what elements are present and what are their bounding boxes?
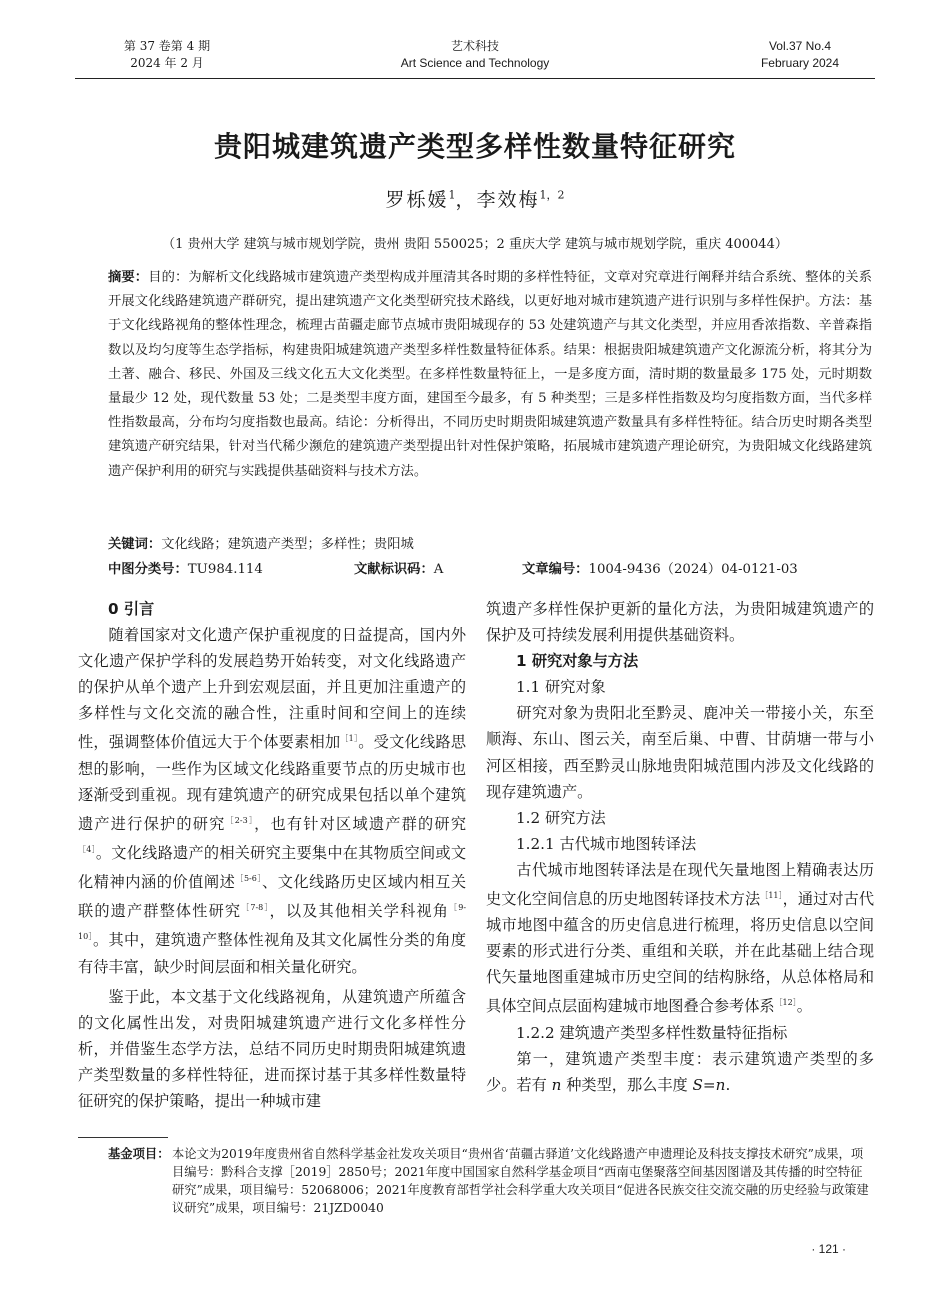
text-run: 古代城市地图转译法是在现代矢量地图上精确表达历史文化空间信息的历史地图转译技术方法 — [486, 860, 874, 909]
citation[interactable]: ［11］ — [760, 891, 783, 901]
text-run: 种类型，那么丰度 — [561, 1075, 693, 1094]
author-2-affil: 1，2 — [539, 188, 565, 202]
text-run: 、文化线路历史区域内相互关联的遗产群整体性研究 — [78, 873, 467, 921]
header-journal-en: Art Science and Technology — [400, 56, 550, 70]
funding-footnote — [108, 1145, 872, 1217]
subsection-heading-1-2-1: 1.2.1 古代城市地图转译法 — [516, 834, 697, 853]
citation[interactable]: ［5-6］ — [235, 874, 262, 884]
header-journal-cn: 艺术科技 — [450, 39, 499, 53]
paper-title: 贵阳城建筑遗产类型多样性数量特征研究 — [213, 130, 736, 163]
keywords — [108, 533, 414, 552]
text-run: ，以及其他相关学科视角 — [269, 902, 450, 921]
citation[interactable]: ［7-8］ — [241, 903, 270, 913]
article-number — [522, 558, 798, 577]
header-date-en: February 2024 — [760, 56, 840, 70]
text-run: . — [725, 1075, 731, 1094]
text-run: 第一，建筑遗产类型丰度：表示建筑遗产类型的多少。若有 — [486, 1049, 874, 1094]
header-volume — [112, 38, 222, 72]
citation[interactable]: ［2-3］ — [225, 815, 255, 825]
text-run: 。受文化线路思想的影响，一些作为区域文化线路重要节点的历史城市也逐渐受到重视。现有建筑遗产的研究成果包括以单个建筑遗产进行保护的研究 — [78, 733, 467, 833]
author-1-affil: 1 — [448, 188, 456, 202]
text-run: ，也有针对区域遗产群的研究 — [254, 814, 467, 833]
abstract-text: 目的：为解析文化线路城市建筑遗产类型构成并厘清其各时期的多样性特征，文章对究章进行阐释并结合系统、整体的关系开展文化线路建筑遗产群研究，提出建筑遗产文化类型研究技术路线，以更好地对城市建筑遗产进行识别与多样性保护。方法：基于文化线路视角的整体性理念，梳理古苗疆走廊节点城市贵阳城现存的 53 处建筑遗产与其文化类型，并应用香浓指数、辛普森指数以及均匀度等生态学指标，构建贵阳城建筑遗产类型多样性数量特征体系。结果：根据贵阳城建筑遗产文化源流分析，将其分为土著、融合、移民、外国及三线文化五大文化类型。在多样性数量特征上，一是多度方面，清时期的数量最多 175 处，元时期数量最少 12 处，现代数量 53 处；二是类型丰度方面，建国至今最多，有 5 种类型；三是多样性指数及均匀度指数方面，当代多样性指数最高，分布均匀度指数也最高。结论：分析得出，不同历史时期贵阳城建筑遗产数量具有多样性特征。结合历史时期各类型建筑遗产研究结果，针对当代稀少濒危的建筑遗产类型提出针对性保护策略，拓展城市建筑遗产理论研究，为贵阳城文化线路建筑遗产保护利用的研究与实践提供基础资料与技术方法。 — [108, 270, 873, 479]
citation[interactable]: ［1］ — [340, 734, 359, 744]
header-volume-cn: 第 37 卷第 4 期 — [123, 39, 211, 53]
subsection-heading-1-2-2: 1.2.2 建筑遗产类型多样性数量特征指标 — [516, 1023, 788, 1042]
subsection-heading-1-2: 1.2 研究方法 — [516, 808, 606, 827]
article-meta — [108, 558, 872, 577]
body-column-left — [78, 596, 466, 1114]
citation[interactable]: ［9-10］ — [78, 903, 467, 942]
section-heading-intro: 0 引言 — [108, 600, 155, 618]
abstract — [108, 266, 872, 484]
text-run: 随着国家对文化遗产保护重视度的日益提高，国内外文化遗产保护学科的发展趋势开始转变，对文化线路遗产的保护从单个遗产上升到宏观层面，并且更加注重遗产的多样性与文化交流的融合性，注重时间和空间上的连续性，强调整体价值远大于个体要素相加 — [78, 626, 466, 752]
paragraph-1-1: 研究对象为贵阳北至黔灵、鹿冲关一带接小关，东至顺海、东山、图云关，南至后巢、中曹、甘荫塘一带与小河区相接，西至黔灵山脉地贵阳城范围内涉及文化线路的现存建筑遗产。 — [486, 704, 874, 801]
doc-label: 文献标识码： — [354, 562, 434, 577]
paragraph-1-2-2 — [486, 1046, 874, 1098]
body-column-right — [486, 596, 874, 1098]
keywords-text: 文化线路；建筑遗产类型；多样性；贵阳城 — [161, 537, 414, 552]
author-1: 罗栎媛 — [385, 189, 449, 211]
paragraph-intro-cont: 筑遗产多样性保护更新的量化方法，为贵阳城建筑遗产的保护及可持续发展利用提供基础资料。 — [486, 600, 874, 645]
doc-code — [354, 558, 522, 577]
math-s: S=n — [692, 1075, 726, 1094]
text-run: 。文化线路遗产的相关研究主要集中在其物质空间或文化精神内涵的价值阐述 — [78, 844, 467, 892]
affiliation: （1 贵州大学 建筑与城市规划学院，贵州 贵阳 550025；2 重庆大学 建筑与城市规划学院，重庆 400044） — [162, 237, 788, 252]
footnote-label: 基金项目： — [108, 1147, 170, 1161]
doc-value: A — [433, 562, 444, 577]
paragraph-intro-1 — [78, 622, 466, 980]
author-2: 李效梅 — [476, 189, 540, 211]
header-rule — [75, 78, 875, 79]
page-number: · 121 · — [811, 1242, 846, 1256]
text-run: 。 — [796, 997, 812, 1016]
paragraph-1-2-1 — [486, 857, 874, 1020]
abstract-label: 摘要： — [108, 270, 149, 285]
clc-number — [108, 558, 354, 577]
header-issue — [745, 38, 855, 72]
author-separator: ， — [455, 189, 477, 211]
paragraph-intro-2: 鉴于此，本文基于文化线路视角，从建筑遗产所蕴含的文化属性出发，对贵阳城建筑遗产进行文化多样性分析，并借鉴生态学方法，总结不同历史时期贵阳城建筑遗产类型数量的多样性特征，进而探讨基于其多样性数量特征研究的保护策略，提出一种城市建 — [78, 987, 466, 1111]
header-date-cn: 2024 年 2 月 — [130, 56, 204, 70]
author-line — [0, 185, 950, 212]
text-run: 。其中，建筑遗产整体性视角及其文化属性分类的角度有待丰富，缺少时间层面和相关量化研究。 — [78, 931, 467, 976]
art-label: 文章编号： — [522, 562, 589, 577]
header-volume-en: Vol.37 No.4 — [768, 39, 832, 53]
math-n: n — [551, 1075, 562, 1094]
clc-value: TU984.114 — [187, 562, 263, 577]
keywords-label: 关键词： — [108, 537, 162, 552]
text-run: ，通过对古代城市地图中蕴含的历史信息进行梳理，将历史信息以空间要素的形式进行分类、重组和关联，并在此基础上结合现代矢量地图重建城市历史空间的结构脉络，从总体格局和具体空间点层面构建城市地图叠合参考体系 — [486, 890, 875, 1016]
subsection-heading-1-1: 1.1 研究对象 — [516, 678, 606, 697]
header-journal — [375, 38, 575, 72]
art-value: 1004-9436（2024）04-0121-03 — [588, 562, 798, 577]
citation[interactable]: ［12］ — [774, 998, 797, 1008]
footnote-text: 本论文为2019年度贵州省自然科学基金社发攻关项目“贵州省‘苗疆古驿道’文化线路遗产申遗理论及科技支撑技术研究”成果，项目编号：黔科合支撑［2019］2850号；2021年度中国国家自然科学基金项目“西南屯堡聚落空间基因图谱及其传播的时空特征研究”成果，项目编号：52068006；2021年度教育部哲学社会科学重大攻关项目“促进各民族交往交流交融的历史经验与政策建议研究”成果，项目编号：21JZD0040 — [172, 1147, 869, 1215]
footnote-rule — [78, 1137, 168, 1138]
section-heading-1: 1 研究对象与方法 — [516, 652, 639, 671]
clc-label: 中图分类号： — [108, 562, 188, 577]
citation[interactable]: ［4］ — [78, 844, 96, 854]
